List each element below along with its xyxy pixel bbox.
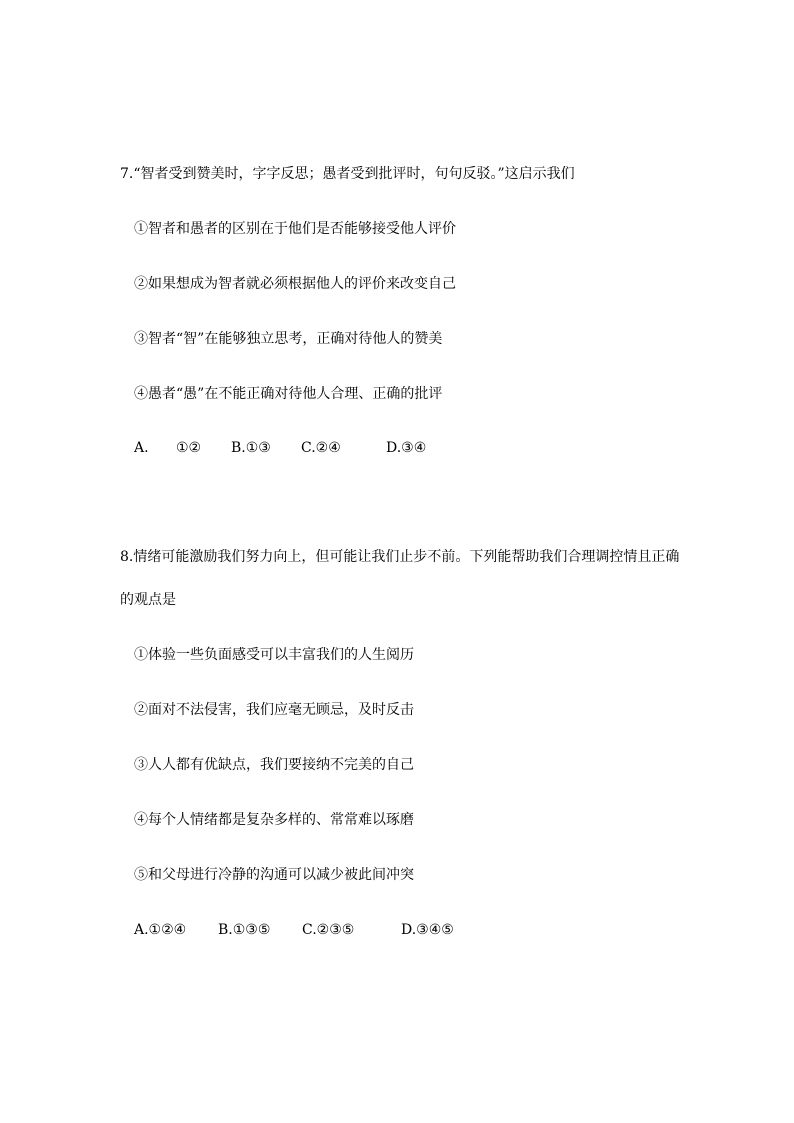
question-7-choice-b: B.①③: [231, 440, 271, 456]
question-8-option-2: ②面对不法侵害，我们应毫无顾忌，及时反击: [134, 702, 414, 718]
question-8-stem: 8.情绪可能激励我们努力向上，但可能让我们止步不前。下列能帮助我们合理调控情且正确: [120, 549, 680, 565]
question-8-choice-d: D.③④⑤: [401, 922, 454, 938]
question-8-option-4: ④每个人情绪都是复杂多样的、常常难以琢磨: [134, 812, 414, 828]
question-8-option-5: ⑤和父母进行冷静的沟通可以减少被此间冲突: [134, 867, 414, 883]
question-8-stem-continued: 的观点是: [120, 592, 176, 608]
question-8-choice-b: B.①③⑤: [218, 922, 271, 938]
question-7-stem: 7.“智者受到赞美时，字字反思；愚者受到批评时，句句反驳。”这启示我们: [120, 166, 575, 182]
question-7-choice-a-label: A.: [134, 440, 149, 456]
question-7-choice-d: D.③④: [386, 440, 427, 456]
question-7-option-1: ①智者和愚者的区别在于他们是否能够接受他人评价: [134, 221, 456, 237]
question-7-choice-a-value: ①②: [176, 440, 202, 456]
question-8-option-3: ③人人都有优缺点，我们要接纳不完美的自己: [134, 757, 414, 773]
question-7-option-3: ③智者“智”在能够独立思考，正确对待他人的赞美: [134, 331, 443, 347]
question-8-choice-c: C.②③⑤: [302, 922, 355, 938]
question-7-choice-c: C.②④: [301, 440, 341, 456]
question-7-option-2: ②如果想成为智者就必须根据他人的评价来改变自己: [134, 276, 456, 292]
question-8-choice-a: A.①②④: [134, 922, 187, 938]
question-8-option-1: ①体验一些负面感受可以丰富我们的人生阅历: [134, 647, 414, 663]
question-7-option-4: ④愚者“愚”在不能正确对待他人合理、正确的批评: [134, 386, 443, 402]
